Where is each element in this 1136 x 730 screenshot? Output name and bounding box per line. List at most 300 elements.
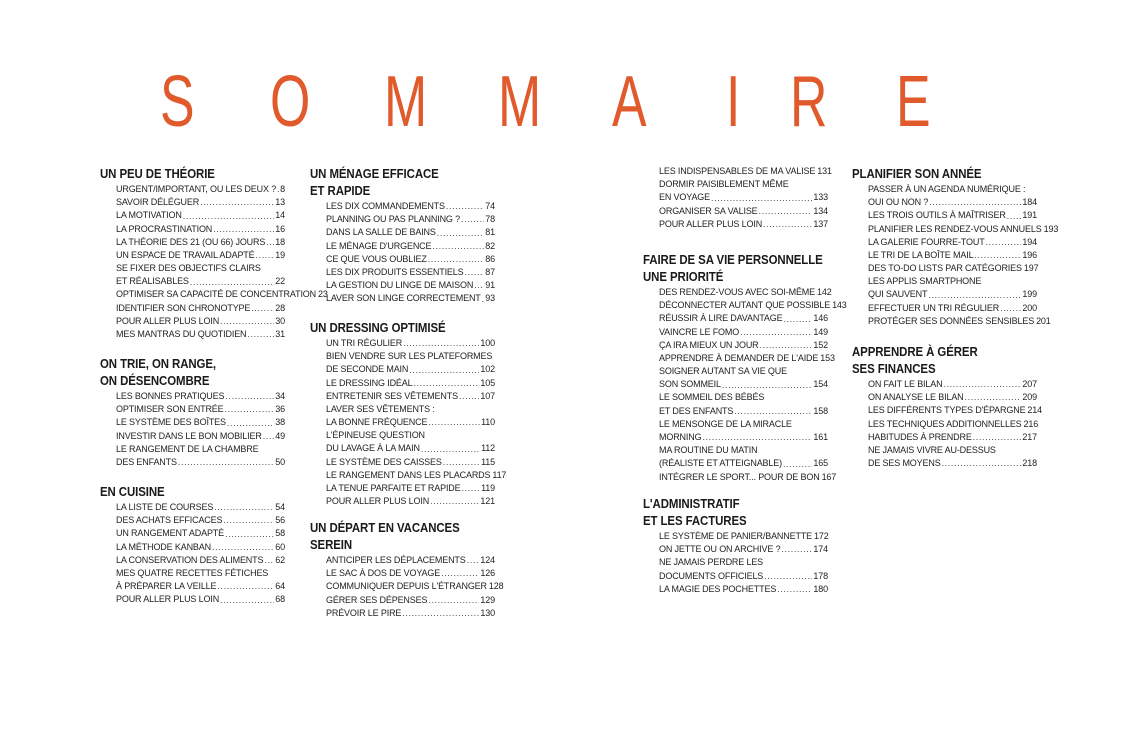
toc-entry[interactable] (659, 583, 828, 596)
dot-leader (446, 200, 484, 213)
toc-entry[interactable] (868, 457, 1037, 470)
toc-page-number: 81 (485, 227, 495, 238)
toc-entry-title: EN VOYAGE (659, 192, 710, 203)
toc-entry[interactable] (116, 443, 285, 456)
toc-entry[interactable] (326, 240, 495, 253)
section-heading (310, 165, 495, 199)
toc-page-number: 49 (275, 430, 285, 441)
dot-leader (409, 364, 479, 377)
toc-page-number: 93 (485, 293, 495, 304)
toc-section (100, 483, 285, 607)
toc-entry[interactable] (116, 390, 285, 403)
dot-leader (928, 289, 1021, 302)
dot-leader (763, 218, 812, 231)
toc-entry-title: OUI OU NON ? (868, 197, 929, 208)
toc-entry[interactable] (659, 218, 828, 231)
toc-entry-title: ON JETTE OU ON ARCHIVE ? (659, 544, 781, 555)
dot-leader (402, 607, 479, 620)
toc-entry[interactable] (868, 444, 1037, 457)
toc-entry-title: LE MÉNAGE D'URGENCE (326, 240, 432, 251)
toc-entry[interactable] (659, 444, 828, 457)
section-heading-line: ET RAPIDE (310, 183, 371, 198)
toc-entry[interactable] (116, 416, 285, 429)
toc-entry-title: POUR ALLER PLUS LOIN (116, 315, 220, 326)
toc-entry-title: BIEN VENDRE SUR LES PLATEFORMES (326, 351, 493, 362)
toc-entry-title: ANTICIPER LES DÉPLACEMENTS (326, 554, 466, 565)
section-heading-line: ON DÉSENCOMBRE (100, 373, 210, 388)
dot-leader (441, 567, 479, 580)
toc-entry-title: LA PROCRASTINATION (116, 223, 213, 234)
title-letter: A (612, 62, 647, 142)
dot-leader (760, 339, 813, 352)
toc-entry[interactable] (659, 312, 828, 325)
toc-page-number: 129 (480, 594, 495, 605)
dot-leader (183, 210, 275, 223)
toc-page-number: 137 (813, 218, 828, 229)
dot-leader (443, 456, 480, 469)
toc-items (310, 337, 507, 508)
toc-entry[interactable] (326, 292, 495, 305)
toc-items (852, 378, 1042, 470)
toc-entry[interactable] (326, 279, 495, 292)
dot-leader (711, 192, 812, 205)
toc-page-number: 23 (318, 289, 328, 300)
toc-entry[interactable] (326, 495, 495, 508)
section-heading (310, 519, 495, 553)
toc-entry[interactable] (659, 457, 828, 470)
toc-page-number: 191 (1022, 210, 1037, 221)
toc-section (852, 165, 1059, 328)
toc-entry[interactable] (326, 200, 495, 213)
toc-entry[interactable] (116, 249, 285, 262)
toc-entry[interactable] (659, 543, 828, 556)
dot-leader (1000, 302, 1021, 315)
toc-entry[interactable] (116, 580, 285, 593)
section-heading (643, 251, 828, 285)
toc-entry-title: LA BONNE FRÉQUENCE (326, 417, 428, 428)
toc-section (852, 343, 1042, 470)
toc-entry[interactable] (659, 530, 828, 543)
toc-entry[interactable] (326, 363, 495, 376)
toc-page-number: 146 (813, 313, 828, 324)
toc-page-number: 19 (275, 249, 285, 260)
toc-page-number: 209 (1022, 392, 1037, 403)
dot-leader (220, 315, 274, 328)
toc-entry-title: DES ENFANTS (116, 456, 177, 467)
toc-entry[interactable] (116, 403, 285, 416)
toc-items (643, 165, 832, 231)
section-heading-line: ET LES FACTURES (643, 513, 747, 528)
toc-entry[interactable] (116, 289, 328, 302)
toc-page-number: 38 (275, 417, 285, 428)
toc-page-number: 58 (275, 528, 285, 539)
dot-leader (474, 279, 484, 292)
toc-entry[interactable] (868, 418, 1037, 431)
toc-entry[interactable] (326, 416, 495, 429)
toc-entry-title: LES INDISPENSABLES DE MA VALISE (659, 165, 816, 176)
toc-entry[interactable] (116, 328, 285, 341)
toc-page-number: 13 (275, 197, 285, 208)
toc-entry[interactable] (659, 405, 828, 418)
toc-entry[interactable] (868, 302, 1037, 315)
toc-entry[interactable] (116, 275, 285, 288)
toc-entry-title: MORNING (659, 432, 702, 443)
toc-page-number: 200 (1022, 302, 1037, 313)
dot-leader (251, 302, 274, 315)
toc-entry-title: EFFECTUER UN TRI RÉGULIER (868, 302, 1000, 313)
toc-entry[interactable] (868, 196, 1037, 209)
toc-entry[interactable] (659, 352, 835, 365)
toc-page-number: 18 (275, 236, 285, 247)
toc-entry-title: L'ÉPINEUSE QUESTION (326, 430, 425, 441)
toc-entry-title: LES TROIS OUTILS À MAÎTRISER (868, 210, 1006, 221)
toc-entry-title: LES DIFFÉRENTS TYPES D'ÉPARGNE (868, 405, 1026, 416)
dot-leader (217, 580, 274, 593)
title-letter: M (498, 62, 542, 142)
toc-page-number: 28 (275, 302, 285, 313)
toc-entry-title: DE SECONDE MAIN (326, 364, 409, 375)
toc-entry-title: DES TO-DO LISTS PAR CATÉGORIES (868, 263, 1022, 274)
toc-entry[interactable] (326, 482, 495, 495)
dot-leader (943, 378, 1021, 391)
toc-items (643, 286, 847, 484)
toc-entry[interactable] (659, 570, 828, 583)
toc-entry-title: INTÉGRER LE SPORT... POUR DE BON (659, 471, 820, 482)
toc-entry-title: MES QUATRE RECETTES FÉTICHES (116, 567, 269, 578)
section-heading (643, 495, 828, 529)
toc-entry[interactable] (659, 299, 847, 312)
toc-entry[interactable] (659, 471, 837, 484)
toc-entry-title: À PRÉPARER LA VEILLE (116, 581, 217, 592)
toc-entry-title: LES DIX PRODUITS ESSENTIELS (326, 266, 464, 277)
toc-entry-title: LA GESTION DU LINGE DE MAISON (326, 280, 474, 291)
toc-page-number: 100 (480, 337, 495, 348)
toc-entry-title: LA MÉTHODE KANBAN (116, 541, 211, 552)
toc-entry[interactable] (659, 191, 828, 204)
toc-entry[interactable] (868, 404, 1042, 417)
toc-entry[interactable] (326, 350, 495, 363)
dot-leader (974, 249, 1021, 262)
toc-entry[interactable] (868, 315, 1051, 328)
toc-entry-title: HABITUDES À PRENDRE (868, 431, 972, 442)
toc-entry[interactable] (659, 286, 832, 299)
toc-page-number: 31 (275, 329, 285, 340)
toc-entry[interactable] (326, 337, 495, 350)
dot-leader (734, 405, 812, 418)
toc-page-number: 110 (481, 417, 495, 428)
toc-entry-title: PASSER À UN AGENDA NUMÉRIQUE : (868, 183, 1026, 194)
toc-page-number: 117 (492, 469, 507, 480)
toc-page-number: 161 (813, 432, 828, 443)
toc-entry[interactable] (868, 236, 1037, 249)
toc-entry[interactable] (659, 392, 828, 405)
dot-leader (178, 456, 274, 469)
toc-page-number: 124 (480, 554, 495, 565)
toc-entry[interactable] (326, 567, 495, 580)
toc-page-number: 22 (275, 276, 285, 287)
toc-entry[interactable] (116, 236, 285, 249)
toc-entry[interactable] (659, 178, 828, 191)
dot-leader (220, 594, 274, 607)
toc-page-number: 174 (813, 544, 828, 555)
toc-entry-title: SE FIXER DES OBJECTIFS CLAIRS (116, 263, 261, 274)
dot-leader (461, 213, 484, 226)
toc-entry[interactable] (326, 403, 495, 416)
toc-entry[interactable] (326, 266, 495, 279)
toc-entry[interactable] (326, 213, 495, 226)
toc-entry[interactable] (868, 262, 1037, 275)
toc-entry-title: GÉRER SES DÉPENSES (326, 594, 428, 605)
title-letter: S (160, 62, 195, 142)
toc-page-number: 165 (813, 458, 828, 469)
dot-leader (200, 196, 274, 209)
section-heading-line: PLANIFIER SON ANNÉE (852, 166, 982, 181)
dot-leader (929, 196, 1021, 209)
dot-leader (403, 337, 479, 350)
toc-page-number: 16 (275, 223, 285, 234)
toc-items (100, 390, 285, 469)
dot-leader (764, 570, 812, 583)
toc-section (643, 495, 828, 596)
dot-leader (942, 457, 1022, 470)
section-heading (310, 319, 495, 336)
toc-entry[interactable] (116, 209, 285, 222)
toc-entry-title: APPRENDRE À DEMANDER DE L'AIDE (659, 352, 819, 363)
section-heading (100, 165, 285, 182)
toc-entry-title: PRÉVOIR LE PIRE (326, 607, 402, 618)
toc-entry[interactable] (659, 205, 828, 218)
toc-entry-title: SON SOMMEIL (659, 379, 721, 390)
toc-entry[interactable] (326, 429, 495, 442)
toc-entry[interactable] (326, 226, 495, 239)
toc-entry[interactable] (868, 183, 1037, 196)
dot-leader (421, 443, 480, 456)
toc-page-number: 152 (813, 339, 828, 350)
toc-entry[interactable] (659, 556, 828, 569)
toc-entry[interactable] (116, 514, 285, 527)
toc-page-number: 86 (485, 253, 495, 264)
dot-leader (277, 183, 279, 196)
toc-page-number: 194 (1022, 236, 1037, 247)
toc-entry[interactable] (116, 262, 285, 275)
dot-leader (264, 554, 274, 567)
dot-leader (759, 205, 813, 218)
toc-page-number: 62 (275, 554, 285, 565)
toc-entry-title: LE SYSTÈME DE PANIER/BANNETTE (659, 530, 813, 541)
toc-page-number: 193 (1043, 223, 1059, 234)
toc-entry[interactable] (116, 456, 285, 469)
toc-page-number: 167 (821, 471, 837, 482)
dot-leader (465, 266, 485, 279)
toc-entry[interactable] (659, 165, 832, 178)
toc-entry-title: ET DES ENFANTS (659, 405, 734, 416)
toc-entry-title: UN RANGEMENT ADAPTÉ (116, 528, 225, 539)
dot-leader (428, 594, 479, 607)
title-letter: E (896, 62, 931, 142)
toc-entry[interactable] (868, 431, 1037, 444)
section-heading-line: UNE PRIORITÉ (643, 269, 724, 284)
toc-entry[interactable] (326, 469, 507, 482)
toc-entry[interactable] (116, 527, 285, 540)
dot-leader (428, 253, 485, 266)
toc-page-number: 36 (275, 404, 285, 415)
toc-entry[interactable] (868, 223, 1059, 236)
toc-entry[interactable] (659, 365, 828, 378)
toc-section (100, 165, 328, 341)
toc-entry[interactable] (659, 418, 828, 431)
dot-leader (225, 390, 274, 403)
toc-entry-title: COMMUNIQUER DEPUIS L'ÉTRANGER (326, 581, 487, 592)
toc-entry[interactable] (116, 554, 285, 567)
toc-entry-title: LA MOTIVATION (116, 210, 182, 221)
toc-entry[interactable] (326, 594, 495, 607)
toc-entry[interactable] (116, 430, 285, 443)
toc-entry[interactable] (868, 378, 1037, 391)
toc-entry-title: DE SES MOYENS (868, 458, 941, 469)
toc-entry[interactable] (868, 209, 1037, 222)
toc-section (310, 165, 495, 306)
section-heading-line: UN MÉNAGE EFFICACE (310, 166, 439, 181)
toc-entry[interactable] (116, 593, 285, 606)
toc-entry-title: POUR ALLER PLUS LOIN (116, 594, 220, 605)
section-heading-line: UN DRESSING OPTIMISÉ (310, 320, 446, 335)
dot-leader (247, 328, 274, 341)
toc-page-number: 178 (813, 570, 828, 581)
toc-items (100, 501, 285, 607)
toc-page-number: 54 (275, 501, 285, 512)
toc-entry[interactable] (326, 580, 504, 593)
toc-page-number: 121 (480, 496, 495, 507)
toc-entry[interactable] (116, 302, 285, 315)
toc-entry-title: ÇA IRA MIEUX UN JOUR (659, 339, 759, 350)
toc-items (100, 183, 328, 341)
dot-leader (722, 379, 813, 392)
dot-leader (214, 501, 274, 514)
dot-leader (462, 482, 481, 495)
dot-leader (986, 236, 1022, 249)
toc-entry-title: LA THÉORIE DES 21 (OU 66) JOURS (116, 236, 266, 247)
toc-page-number: 56 (275, 515, 285, 526)
dot-leader (482, 293, 485, 306)
dot-leader (459, 390, 480, 403)
toc-entry[interactable] (116, 541, 285, 554)
toc-page-number: 133 (813, 192, 828, 203)
toc-page-number: 130 (480, 607, 495, 618)
toc-entry[interactable] (326, 390, 495, 403)
toc-entry-title: PLANIFIER LES RENDEZ-VOUS ANNUELS (868, 223, 1042, 234)
toc-entry-title: ORGANISER SA VALISE (659, 205, 758, 216)
toc-entry-title: LE RANGEMENT DE LA CHAMBRE (116, 443, 259, 454)
toc-page-number: 91 (485, 280, 495, 291)
dot-leader (430, 495, 479, 508)
toc-entry-title: DU LAVAGE À LA MAIN (326, 443, 420, 454)
dot-leader (467, 554, 480, 567)
toc-entry[interactable] (326, 607, 495, 620)
toc-entry[interactable] (116, 223, 285, 236)
toc-entry[interactable] (326, 554, 495, 567)
toc-entry[interactable] (659, 431, 828, 444)
toc-page-number: 216 (1023, 418, 1039, 429)
toc-page-number: 119 (481, 483, 495, 494)
toc-entry-title: POUR ALLER PLUS LOIN (326, 496, 430, 507)
toc-entry[interactable] (116, 183, 285, 196)
toc-page-number: 102 (480, 364, 495, 375)
toc-entry[interactable] (116, 567, 285, 580)
toc-page-number: 74 (485, 200, 495, 211)
toc-entry[interactable] (326, 456, 495, 469)
dot-leader (256, 249, 275, 262)
section-heading (100, 483, 285, 500)
dot-leader (777, 583, 812, 596)
toc-page-number: 107 (480, 390, 495, 401)
title-letter: I (726, 62, 741, 142)
toc-page-number: 82 (485, 240, 495, 251)
dot-leader (965, 391, 1022, 404)
toc-page-number: 115 (481, 456, 495, 467)
toc-entry[interactable] (116, 315, 285, 328)
toc-entry-title: LES DIX COMMANDEMENTS (326, 200, 445, 211)
toc-entry[interactable] (868, 289, 1037, 302)
dot-leader (973, 431, 1022, 444)
dot-leader (190, 276, 275, 289)
page-title (0, 62, 1136, 142)
toc-page-number: 196 (1022, 249, 1037, 260)
toc-entry-title: LA TENUE PARFAITE ET RAPIDE (326, 483, 461, 494)
toc-entry[interactable] (116, 196, 285, 209)
toc-entry-title: QUI SAUVENT (868, 289, 928, 300)
toc-entry-title: OPTIMISER SA CAPACITÉ DE CONCENTRATION (116, 289, 316, 300)
toc-page-number: 64 (275, 581, 285, 592)
toc-page-number: 105 (480, 377, 495, 388)
toc-page-number: 184 (1022, 197, 1037, 208)
toc-entry-title: PLANNING OU PAS PLANNING ? (326, 214, 460, 225)
toc-page-number: 87 (485, 266, 495, 277)
toc-entry[interactable] (868, 391, 1037, 404)
toc-page-number: 8 (280, 183, 285, 194)
toc-entry[interactable] (868, 249, 1037, 262)
dot-leader (227, 417, 274, 430)
toc-entry[interactable] (326, 377, 495, 390)
toc-entry-title: (RÉALISTE ET ATTEIGNABLE) (659, 458, 782, 469)
toc-entry[interactable] (659, 339, 828, 352)
toc-entry-title: LA GALERIE FOURRE-TOUT (868, 236, 985, 247)
toc-entry-title: ON FAIT LE BILAN (868, 378, 943, 389)
toc-section (643, 165, 832, 231)
toc-entry-title: NE JAMAIS VIVRE AU-DESSUS (868, 444, 996, 455)
toc-entry[interactable] (326, 253, 495, 266)
toc-entry-title: RÉUSSIR À LIRE DAVANTAGE (659, 313, 783, 324)
toc-entry-title: UN ESPACE DE TRAVAIL ADAPTÉ (116, 249, 255, 260)
toc-entry[interactable] (326, 443, 495, 456)
toc-page-number: 214 (1027, 405, 1042, 416)
toc-entry[interactable] (116, 501, 285, 514)
dot-leader (266, 236, 274, 249)
toc-entry-title: NE JAMAIS PERDRE LES (659, 557, 764, 568)
toc-entry[interactable] (868, 275, 1037, 288)
toc-entry[interactable] (659, 378, 828, 391)
toc-entry-title: DANS LA SALLE DE BAINS (326, 227, 436, 238)
dot-leader (740, 326, 812, 339)
toc-page-number: 50 (275, 456, 285, 467)
dot-leader (213, 223, 274, 236)
dot-leader (702, 431, 812, 444)
dot-leader (783, 458, 812, 471)
toc-section (100, 355, 285, 469)
toc-entry-title: POUR ALLER PLUS LOIN (659, 218, 763, 229)
toc-entry-title: LE SAC À DOS DE VOYAGE (326, 568, 441, 579)
toc-entry[interactable] (659, 326, 828, 339)
toc-entry-title: LAVER SON LINGE CORRECTEMENT (326, 293, 481, 304)
